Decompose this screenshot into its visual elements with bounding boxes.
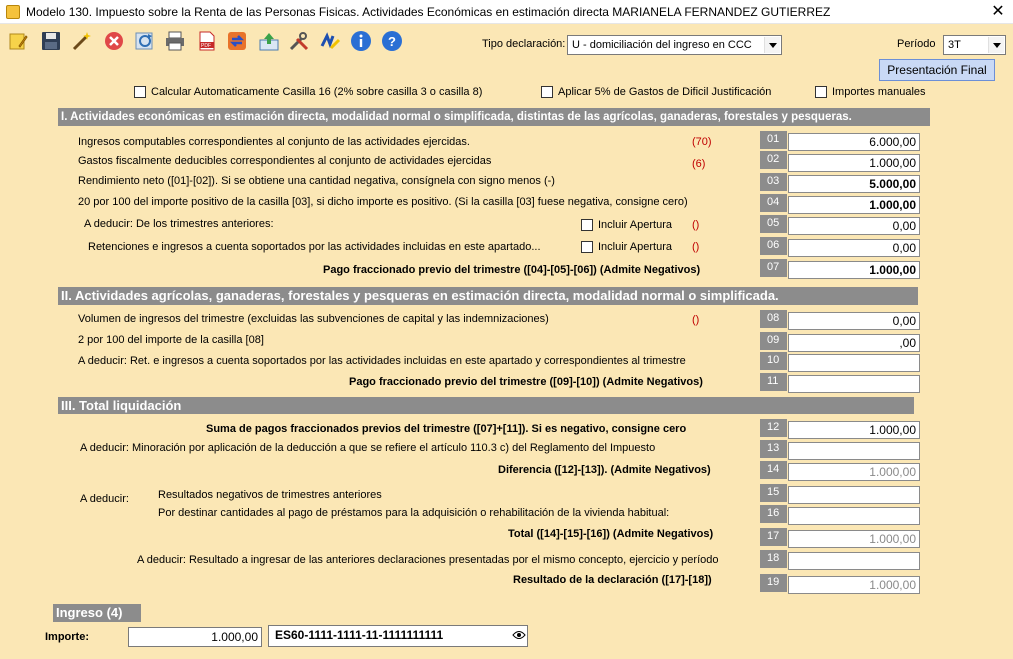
row11-value [788, 375, 920, 393]
row02-code: 02 [760, 151, 787, 169]
tools-icon[interactable] [288, 30, 310, 52]
section2-header: II. Actividades agrícolas, ganaderas, forestales y pesqueras en estimación directa, modalidad normal o simplificada. [58, 287, 918, 305]
row02-label: Gastos fiscalmente deducibles correspondientes al conjunto de actividades ejercidas [78, 155, 492, 167]
help-icon[interactable] [381, 30, 403, 52]
row16-input[interactable] [788, 507, 920, 525]
row08-input[interactable]: 0,00 [788, 312, 920, 330]
row02-ref: (6) [692, 158, 706, 170]
svg-text:PDF: PDF [201, 43, 211, 49]
info-icon[interactable] [350, 30, 372, 52]
tipo-declaracion-select[interactable] [567, 35, 782, 55]
aplicar5-checkbox[interactable] [541, 86, 553, 98]
importes-manuales-label: Importes manuales [832, 86, 926, 98]
row08-ref: () [692, 314, 700, 326]
row05-ref: () [692, 219, 700, 231]
row09-code: 09 [760, 332, 787, 350]
refresh-icon[interactable] [134, 30, 156, 52]
chevron-down-icon[interactable] [988, 37, 1004, 53]
save-icon[interactable] [40, 30, 62, 52]
periodo-value: 3T [948, 39, 961, 51]
row13-label: A deducir: Minoración por aplicación de la deducción a que se refiere el artículo 110.3 c) del Reglamento del Impuesto [80, 442, 656, 454]
row01-ref: (70) [692, 136, 712, 148]
row06-label: Retenciones e ingresos a cuenta soportados por las actividades incluidas en este apartado... [88, 241, 541, 253]
row16-code: 16 [760, 505, 787, 523]
app-icon [6, 5, 20, 19]
sign-icon[interactable] [319, 30, 341, 52]
calc16-label: Calcular Automaticamente Casilla 16 (2% sobre casilla 3 o casilla 8) [151, 86, 483, 98]
row12-value: 1.000,00 [788, 421, 920, 439]
aplicar5-label: Aplicar 5% de Gastos de Dificil Justificación [558, 86, 772, 98]
row06-apertura-label: Incluir Apertura [598, 241, 672, 253]
row09-value: ,00 [788, 334, 920, 352]
row15-label: Resultados negativos de trimestres anteriores [158, 489, 382, 501]
importes-manuales-checkbox[interactable] [815, 86, 827, 98]
row05-input[interactable]: 0,00 [788, 217, 920, 235]
row03-code: 03 [760, 173, 787, 191]
notepad-icon[interactable] [7, 30, 29, 52]
row19-value: 1.000,00 [788, 576, 920, 594]
close-icon[interactable]: ✕ [991, 3, 1005, 20]
importe-input[interactable]: 1.000,00 [128, 627, 262, 647]
section1-header: I. Actividades económicas en estimación directa, modalidad normal o simplificada, distintas de las agrícolas, ganaderas, forestales y pesqueras. [58, 108, 930, 126]
row01-label: Ingresos computables correspondientes al conjunto de las actividades ejercidas. [78, 136, 470, 148]
row04-value: 1.000,00 [788, 196, 920, 214]
row09-label: 2 por 100 del importe de la casilla [08] [78, 334, 264, 346]
row19-label: Resultado de la declaración ([17]-[18]) [513, 574, 712, 586]
tipo-declaracion-value: U - domiciliación del ingreso en CCC [572, 39, 752, 51]
periodo-select[interactable] [943, 35, 1006, 55]
row18-label: A deducir: Resultado a ingresar de las anteriores declaraciones presentadas por el mismo concepto, ejercicio y período [137, 554, 719, 566]
row11-label: Pago fraccionado previo del trimestre ([09]-[10]) (Admite Negativos) [349, 376, 703, 388]
row14-code: 14 [760, 461, 787, 479]
eye-icon[interactable] [512, 628, 526, 642]
row08-label: Volumen de ingresos del trimestre (excluidas las subvenciones de capital y las indemnizaciones) [78, 313, 549, 325]
periodo-label: Período [897, 38, 936, 50]
row04-code: 04 [760, 194, 787, 212]
row05-code: 05 [760, 215, 787, 233]
row06-apertura-checkbox[interactable] [581, 241, 593, 253]
delete-icon[interactable] [103, 30, 125, 52]
row01-input[interactable]: 6.000,00 [788, 133, 920, 151]
row18-input[interactable] [788, 552, 920, 570]
importe-label: Importe: [45, 631, 89, 643]
row14-label: Diferencia ([12]-[13]). (Admite Negativos) [498, 464, 711, 476]
row19-code: 19 [760, 574, 787, 592]
chevron-down-icon[interactable] [764, 37, 780, 53]
row06-input[interactable]: 0,00 [788, 239, 920, 257]
row10-code: 10 [760, 352, 787, 370]
row01-code: 01 [760, 131, 787, 149]
calc16-checkbox[interactable] [134, 86, 146, 98]
row02-input[interactable]: 1.000,00 [788, 154, 920, 172]
row17-label: Total ([14]-[15]-[16]) (Admite Negativos) [508, 528, 714, 540]
section3-header: III. Total liquidación [58, 397, 914, 414]
row07-value: 1.000,00 [788, 261, 920, 279]
window-title: Modelo 130. Impuesto sobre la Renta de las Personas Fisicas. Actividades Económicas en estimación directa MARIANELA FERNANDEZ GUTIERREZ [26, 5, 831, 19]
row06-code: 06 [760, 237, 787, 255]
wand-icon[interactable] [71, 30, 93, 52]
row15-input[interactable] [788, 486, 920, 504]
print-icon[interactable] [164, 30, 186, 52]
row07-code: 07 [760, 259, 787, 277]
row12-code: 12 [760, 419, 787, 437]
tipo-declaracion-label: Tipo declaración: [482, 38, 566, 50]
iban-field[interactable] [268, 625, 528, 647]
presentacion-final-button[interactable]: Presentación Final [879, 59, 995, 81]
export-icon[interactable] [258, 30, 280, 52]
row11-code: 11 [760, 373, 787, 391]
row05-apertura-label: Incluir Apertura [598, 219, 672, 231]
row03-value: 5.000,00 [788, 175, 920, 193]
row14-value: 1.000,00 [788, 463, 920, 481]
deducir-label: A deducir: [80, 493, 129, 505]
row13-code: 13 [760, 440, 787, 458]
exchange-icon[interactable] [226, 30, 248, 52]
row12-label: Suma de pagos fraccionados previos del trimestre ([07]+[11]). Si es negativo, consigne cero [206, 423, 687, 435]
row07-label: Pago fraccionado previo del trimestre ([04]-[05]-[06]) (Admite Negativos) [323, 264, 701, 276]
row16-label: Por destinar cantidades al pago de préstamos para la adquisición o rehabilitación de la vivienda habitual: [158, 507, 670, 519]
row06-ref: () [692, 241, 700, 253]
pdf-icon[interactable] [196, 30, 218, 52]
row03-label: Rendimiento neto ([01]-[02]). Si se obtiene una cantidad negativa, consígnela con signo menos (-) [78, 175, 555, 187]
row08-code: 08 [760, 310, 787, 328]
row15-code: 15 [760, 484, 787, 502]
iban-value: ES60-1111-1111-11-1111111111 [275, 628, 444, 642]
row04-label: 20 por 100 del importe positivo de la casilla [03], si dicho importe es positivo. (Si la casilla [03] fuese negativa, consigne cero) [78, 196, 688, 208]
row05-apertura-checkbox[interactable] [581, 219, 593, 231]
svg-text:?: ? [388, 34, 396, 49]
row10-input[interactable] [788, 354, 920, 372]
ingreso-header: Ingreso (4) [53, 604, 141, 622]
row05-label: A deducir: De los trimestres anteriores: [84, 218, 274, 230]
row17-value: 1.000,00 [788, 530, 920, 548]
row17-code: 17 [760, 528, 787, 546]
row10-label: A deducir: Ret. e ingresos a cuenta soportados por las actividades incluidas en este apartado y correspondientes al trimestre [78, 355, 686, 367]
row13-input[interactable] [788, 442, 920, 460]
title-bar [0, 0, 1013, 24]
row18-code: 18 [760, 550, 787, 568]
